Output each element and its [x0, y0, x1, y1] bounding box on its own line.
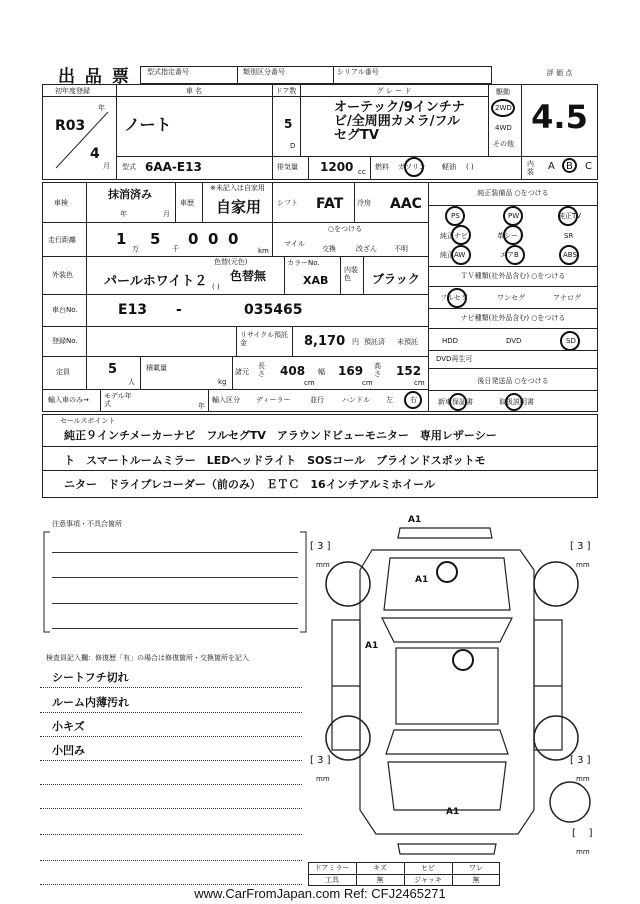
tread-fr: [ 3 ] — [570, 541, 591, 552]
later-manual: 取扱説明書 — [499, 398, 534, 406]
chassis-dash: - — [176, 302, 182, 318]
mileage-label: 走行距離 — [48, 236, 76, 244]
width-unit: cm — [362, 379, 373, 387]
color-code-label: カラーNo. — [287, 259, 320, 267]
later-title: 後日発送品 ○をつける — [477, 377, 549, 385]
doors-value: 5 — [284, 117, 293, 131]
chassis-number: 035465 — [244, 302, 303, 318]
later-manual-circle — [505, 393, 523, 411]
recycle-undeposited: 未預託 — [397, 338, 418, 346]
cc-unit: cc — [358, 168, 366, 176]
tv-fullseg: フルセグ — [440, 294, 468, 302]
tread-fl-unit: mm — [316, 561, 330, 569]
tread-rr-unit: mm — [576, 775, 590, 783]
drive-other: その他 — [493, 140, 514, 148]
option-aw: 純正AW — [440, 251, 466, 259]
ac-value: AAC — [390, 196, 422, 212]
mileage-tamper: 改ざん — [356, 245, 377, 253]
import-dealer: ディーラー — [256, 396, 291, 404]
mileage-digit-3: 0 — [188, 230, 199, 248]
legend-col-4: ワレ — [469, 864, 483, 872]
legend-col-3: ヒビ — [421, 864, 435, 872]
option-leather-circle — [503, 225, 523, 245]
first-reg-era: R03 — [55, 118, 86, 134]
recycle-label: リサイクル預託金 — [240, 331, 289, 347]
legend-col-2: キズ — [373, 864, 387, 872]
history-value: 自家用 — [216, 198, 262, 216]
option-tv-circle — [558, 206, 578, 226]
tread-rl: [ 3 ] — [310, 755, 331, 766]
repaint-label: 色替(元色) — [214, 258, 248, 266]
mileage-mile: マイル — [284, 240, 305, 248]
interior-grade-c: C — [585, 161, 592, 172]
tread-spare: [ ] — [572, 828, 593, 839]
mileage-km: km — [258, 247, 269, 255]
length-unit: cm — [304, 379, 315, 387]
score-value: 4.5 — [531, 98, 588, 136]
tread-rr-value: 3 — [577, 755, 584, 766]
handle-label: ハンドル — [342, 396, 370, 404]
car-damage-diagram — [310, 510, 610, 882]
option-tv: 純正TV — [558, 212, 582, 220]
model-year-unit: 年 — [198, 402, 205, 410]
model-cert-label: 型式指定番号 — [147, 68, 189, 76]
legend-row-4: 無 — [472, 876, 480, 884]
option-airbag: エアB — [500, 251, 519, 259]
score-label: 評 価 点 — [546, 69, 573, 77]
option-navi-circle — [451, 225, 471, 245]
grade-line2: ビ/全周囲カメラ/フル — [334, 114, 460, 129]
history-label: 車歴 — [180, 199, 194, 207]
damage-mark-rear-bumper: A1 — [446, 807, 460, 817]
note-item-2: ルーム内薄汚れ — [52, 696, 129, 709]
mileage-sen: 千 — [172, 245, 179, 253]
option-airbag-circle — [505, 245, 525, 265]
capacity-unit: 人 — [128, 378, 135, 386]
inspection-label: 車検 — [54, 199, 68, 207]
tv-analog: アナログ — [553, 294, 581, 302]
tread-fr-unit: mm — [576, 561, 590, 569]
fuel-circle — [404, 157, 424, 177]
tread-fl: [ 3 ] — [310, 541, 331, 552]
later-warranty-circle — [449, 393, 467, 411]
tread-rr: [ 3 ] — [570, 755, 591, 766]
navi-sd: SD — [566, 337, 576, 345]
first-reg-month: 4 — [90, 146, 100, 162]
repaint-paren: ( ) — [212, 283, 220, 291]
displacement-label: 排気量 — [277, 163, 298, 171]
ac-label: 冷房 — [357, 199, 371, 207]
car-name: ノート — [124, 115, 172, 134]
shift-label: シフト — [277, 199, 298, 207]
damage-mark-hood: A1 — [415, 575, 429, 585]
drive-4wd: 4WD — [495, 124, 512, 132]
recycle-unit: 円 — [352, 338, 359, 346]
width-label: 幅 — [318, 368, 325, 376]
tv-fullseg-circle — [447, 288, 467, 308]
recycle-value: 8,170 — [304, 334, 346, 349]
option-abs: ABS — [563, 251, 577, 259]
tv-title: ＴＶ種類(社外品含む) ○をつける — [460, 272, 566, 280]
mileage-digit-1: 1 — [116, 230, 127, 248]
navi-dvd: DVD — [506, 337, 522, 345]
notes-title: 注意事項・不具合箇所 — [52, 520, 122, 528]
tread-rl-unit: mm — [316, 775, 330, 783]
capacity-value: 5 — [108, 362, 118, 377]
category-label: 類別区分番号 — [243, 68, 285, 76]
month-suffix: 月 — [103, 162, 110, 170]
height-value: 152 — [396, 364, 422, 378]
dims-label: 諸元 — [235, 368, 249, 376]
fuel-other: ( ) — [466, 163, 474, 171]
inspection-month: 月 — [163, 210, 170, 218]
interior-color-label: 内装色 — [344, 266, 358, 282]
diagonal-slash — [50, 110, 112, 170]
grade-line3: セグTV — [334, 128, 379, 143]
note-item-1: シートフチ切れ — [52, 671, 129, 684]
option-sr: SR — [564, 232, 574, 240]
drive-label: 駆動 — [496, 88, 510, 96]
legend-row-2: 無 — [376, 876, 384, 884]
grade-label: グ レ ー ド — [376, 87, 412, 95]
option-ps-circle — [445, 206, 465, 226]
handle-right: 右 — [410, 396, 417, 404]
doors-label: ドア数 — [275, 87, 297, 95]
year-suffix: 年 — [98, 104, 105, 112]
navi-dvd-play: DVD再生可 — [436, 355, 473, 363]
option-ps: PS — [451, 212, 460, 220]
first-reg-label: 初年度登録 — [55, 87, 90, 95]
interior-grade-b: B — [566, 161, 573, 172]
handle-left: 左 — [386, 396, 393, 404]
registration-label: 登録No. — [52, 337, 78, 345]
import-class-label: 輸入区分 — [212, 396, 240, 404]
header-id-row — [140, 66, 492, 84]
displacement-value: 1200 — [320, 160, 354, 174]
length-value: 408 — [280, 364, 306, 378]
capacity-label: 定員 — [56, 368, 70, 376]
inspection-year: 年 — [120, 210, 127, 218]
form-title: 出 品 票 — [58, 67, 131, 87]
tread-fl-value: 3 — [317, 541, 324, 552]
import-parallel: 並行 — [310, 396, 324, 404]
import-label: 輸入車のみ→ — [48, 396, 89, 404]
grade-line1: オーテック/9インチナ — [334, 100, 465, 115]
color-label: 外装色 — [52, 271, 73, 279]
recycle-deposited: 預託済 — [364, 338, 385, 346]
legend-row-3: ジャッキ — [414, 876, 442, 884]
fuel-label: 燃料 — [375, 163, 389, 171]
mileage-unknown: 不明 — [394, 245, 408, 253]
inspector-title: 検査員記入欄：修復歴「有」の場合は修復箇所・交換箇所を記入 — [46, 654, 249, 662]
inspection-value: 抹消済み — [108, 188, 152, 201]
later-warranty: 新車保証書 — [438, 398, 473, 406]
options-title: 純正装備品 ○をつける — [477, 189, 549, 197]
color-value: パールホワイト２ — [104, 274, 208, 289]
mileage-circle-label: ○をつける — [328, 225, 363, 233]
legend-col-1: ドアミラー — [314, 864, 350, 872]
doors-suffix: D — [290, 142, 296, 150]
mileage-man: 万 — [132, 245, 139, 253]
tread-fr-value: 3 — [577, 541, 584, 552]
navi-hdd: HDD — [442, 337, 459, 345]
length-label: 長さ — [258, 362, 265, 378]
model-year-label: モデル年式 — [104, 392, 132, 408]
model-label: 型式 — [122, 163, 136, 171]
mileage-digit-5: 0 — [228, 230, 239, 248]
note-item-3: 小キズ — [52, 720, 85, 733]
sales-line3: ニター ドライブレコーダー（前のみ） ＥＴＣ 16インチアルミホイール — [64, 478, 436, 491]
option-leather: 革シート — [497, 232, 525, 240]
navi-sd-circle — [560, 331, 580, 351]
shift-value: FAT — [316, 196, 344, 212]
interior-color: ブラック — [372, 272, 420, 286]
sales-line2: ト スマートルームミラー LEDヘッドライト SOSコール ブラインドスポットモ — [64, 454, 486, 467]
color-code: XAB — [303, 274, 329, 287]
note-item-4: 小凹み — [52, 744, 85, 757]
chassis-model: E13 — [118, 302, 148, 318]
drive-2wd: 2WD — [495, 104, 512, 112]
option-navi: 純正ナビ — [440, 232, 468, 240]
navi-title: ナビ種類(社外品含む) ○をつける — [460, 314, 566, 322]
legend-row-1: 工具 — [325, 876, 339, 884]
option-aw-circle — [451, 245, 471, 265]
chassis-label: 車台No. — [52, 306, 78, 314]
tv-oneseg: ワンセグ — [497, 294, 525, 302]
history-note: ※未記入は自家用 — [210, 184, 265, 192]
height-unit: cm — [414, 379, 425, 387]
mileage-digit-2: 5 — [150, 230, 161, 248]
tread-spare-unit: mm — [576, 848, 590, 856]
width-value: 169 — [338, 364, 364, 378]
notes-bracket — [40, 528, 310, 638]
load-unit: kg — [218, 378, 227, 386]
interior-grade-a: A — [548, 161, 555, 172]
footer-ref: www.CarFromJapan.com Ref: CFJ2465271 — [194, 886, 446, 901]
fuel-gasoline: ガソリン — [398, 163, 426, 171]
repaint-value: 色替無 — [230, 269, 267, 283]
option-pw: PW — [508, 212, 520, 220]
damage-mark-front-bumper: A1 — [408, 515, 422, 525]
mileage-exchange: 交換 — [322, 245, 336, 253]
option-pw-circle — [503, 206, 523, 226]
load-label: 積載量 — [146, 364, 167, 372]
fuel-diesel: 軽油 — [442, 163, 456, 171]
option-abs-circle — [559, 245, 579, 265]
damage-mark-left-door: A1 — [365, 641, 379, 651]
interior-grade-label: 内装 — [527, 160, 534, 176]
mileage-digit-4: 0 — [208, 230, 219, 248]
tread-rl-value: 3 — [317, 755, 324, 766]
height-label: 高さ — [374, 362, 381, 378]
model-code: 6AA-E13 — [145, 160, 202, 174]
car-name-label: 車 名 — [185, 87, 203, 95]
serial-label: シリアル番号 — [337, 68, 379, 76]
sales-title: セールスポイント — [60, 417, 116, 425]
sales-line1: 純正９インチメーカーナビ フルセグTV アラウンドビューモニター 専用レザーシー — [64, 429, 497, 442]
